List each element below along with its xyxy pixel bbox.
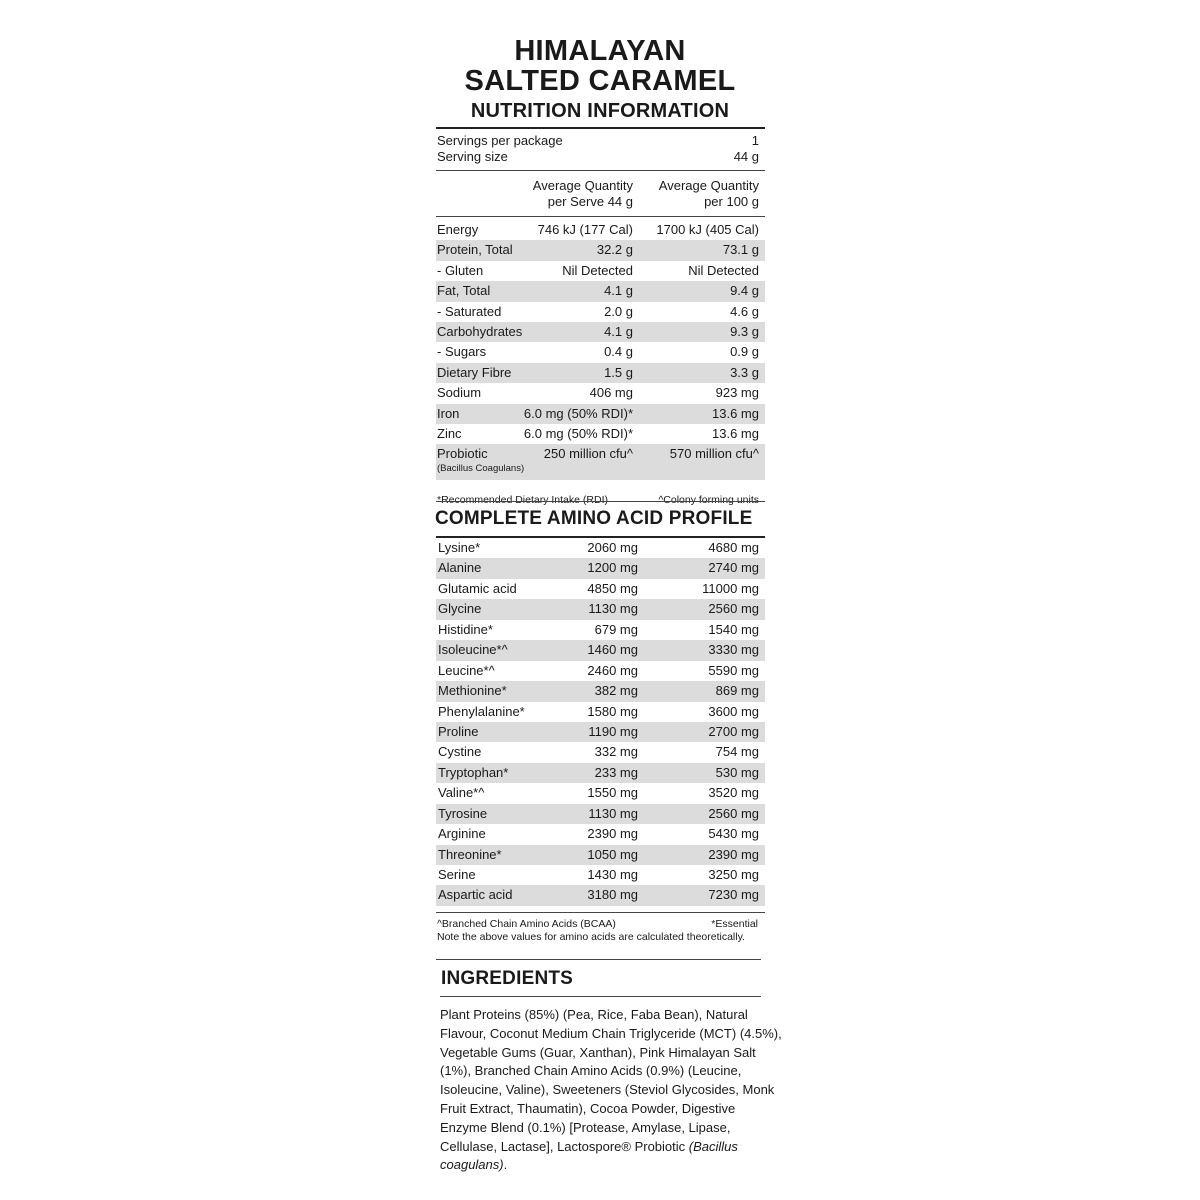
amino-table (436, 536, 765, 906)
amino-serve: 382 mg (594, 683, 638, 699)
nutrient-serve: 6.0 mg (50% RDI)* (523, 425, 633, 441)
servings-per-package-value: 1 (751, 133, 759, 148)
amino-name: Aspartic acid (438, 887, 513, 903)
nutrient-rows (436, 217, 765, 480)
nutrient-serve: 32.2 g (596, 242, 633, 258)
amino-row (436, 579, 765, 599)
ingredients-end: . (503, 1157, 508, 1173)
nutrient-row (436, 220, 765, 240)
nutrient-name: Carbohydrates (437, 323, 523, 339)
amino-footnotes (437, 918, 758, 944)
product-title (0, 36, 1200, 96)
amino-serve: 2060 mg (587, 540, 638, 555)
per-serve-header-line2: per Serve 44 g (547, 193, 633, 209)
amino-footnote-row (437, 918, 758, 931)
nutrient-subname: (Bacillus Coagulans) (437, 462, 525, 474)
nutrient-per100: 570 million cfu^ (669, 446, 759, 462)
nutrient-row (436, 261, 765, 281)
nutrient-per100: 0.9 g (730, 344, 759, 360)
amino-name: Proline (438, 723, 479, 739)
amino-serve: 1190 mg (588, 723, 638, 739)
amino-row (436, 558, 765, 578)
amino-per100: 2560 mg (708, 601, 759, 617)
nutrient-row (436, 342, 765, 362)
nutrient-name: Fat, Total (437, 283, 491, 299)
nutrient-serve: 2.0 g (604, 303, 633, 319)
ingredients-text (440, 1006, 785, 1175)
nutrient-row (436, 281, 765, 301)
ingredients-italic: (Bacillus coagulans) (440, 1138, 738, 1173)
amino-row (436, 722, 765, 742)
nutrient-name: Protein, Total (437, 242, 513, 258)
amino-name: Alanine (438, 560, 482, 576)
nutrient-serve: 746 kJ (177 Cal) (537, 222, 633, 237)
amino-name: Cystine (438, 744, 482, 760)
amino-per100: 4680 mg (708, 540, 759, 555)
amino-name: Isoleucine*^ (438, 642, 508, 658)
product-title-line2: SALTED CARAMEL (464, 65, 736, 97)
amino-row (436, 885, 765, 905)
per-100-header-line1: Average Quantity (658, 178, 759, 193)
amino-heading: COMPLETE AMINO ACID PROFILE (435, 508, 753, 529)
nutrient-name: Probiotic (437, 446, 488, 462)
nutrition-panel (436, 127, 765, 506)
amino-row (436, 845, 765, 865)
amino-name: Glutamic acid (438, 580, 517, 596)
amino-per100: 3250 mg (708, 867, 759, 882)
amino-per100: 3520 mg (708, 785, 759, 801)
nutrient-serve: 4.1 g (604, 323, 633, 339)
amino-row (436, 742, 765, 762)
nutrient-row (436, 444, 765, 480)
nutrient-per100: 4.6 g (730, 303, 759, 319)
amino-name: Serine (438, 867, 476, 882)
nutrient-row (436, 404, 765, 424)
amino-bottom-rule (436, 912, 765, 913)
amino-serve: 332 mg (594, 744, 638, 760)
amino-per100: 5590 mg (708, 662, 759, 678)
nutrient-name: - Sugars (437, 344, 487, 360)
column-header-blank (437, 178, 521, 209)
nutrient-per100: 923 mg (715, 385, 759, 401)
nutrient-name-block (437, 444, 525, 474)
nutrient-serve: 406 mg (589, 385, 633, 401)
amino-row (436, 702, 765, 722)
amino-row (436, 824, 765, 844)
amino-name: Tryptophan* (438, 764, 509, 780)
nutrition-column-headers (436, 171, 765, 217)
amino-serve: 1550 mg (587, 785, 638, 801)
amino-serve: 1050 mg (587, 846, 638, 862)
amino-name: Tyrosine (438, 805, 488, 821)
amino-serve: 2390 mg (587, 826, 638, 842)
amino-per100: 1540 mg (708, 621, 759, 637)
amino-serve: 1130 mg (588, 601, 638, 617)
per-100-header-line2: per 100 g (704, 193, 759, 209)
amino-name: Valine*^ (438, 785, 485, 801)
amino-name: Phenylalanine* (438, 703, 525, 719)
amino-row (436, 783, 765, 803)
nutrient-row (436, 424, 765, 444)
amino-per100: 2700 mg (708, 723, 759, 739)
bcaa-footnote: ^Branched Chain Amino Acids (BCAA) (437, 918, 616, 930)
nutrient-name: - Saturated (437, 303, 502, 319)
rdi-footnote: *Recommended Dietary Intake (RDI) (437, 494, 608, 507)
servings-per-package-row (436, 133, 765, 149)
column-header-per-serve (521, 178, 633, 209)
serving-size-row (436, 149, 765, 165)
amino-name: Threonine* (438, 846, 502, 862)
amino-name: Leucine*^ (438, 662, 495, 678)
amino-row (436, 661, 765, 681)
nutrient-per100: 9.4 g (730, 283, 759, 299)
amino-per100: 11000 mg (702, 580, 759, 596)
nutrition-footnotes (436, 480, 765, 506)
amino-serve: 679 mg (594, 621, 638, 637)
nutrient-row (436, 363, 765, 383)
amino-name: Histidine* (438, 621, 493, 637)
nutrient-serve: 1.5 g (604, 364, 633, 380)
nutrient-name: Energy (437, 222, 479, 237)
nutrient-row (436, 322, 765, 342)
amino-serve: 1580 mg (587, 703, 638, 719)
amino-per100: 3330 mg (708, 642, 759, 658)
amino-serve: 233 mg (594, 764, 638, 780)
nutrient-per100: 13.6 mg (712, 425, 759, 441)
amino-per100: 2560 mg (708, 805, 759, 821)
ingredients-top-rule (436, 959, 761, 960)
amino-name: Glycine (438, 601, 482, 617)
nutrient-per100: 13.6 mg (712, 405, 759, 421)
amino-per100: 2740 mg (708, 560, 759, 576)
essential-footnote: *Essential (711, 918, 758, 930)
nutrition-heading: NUTRITION INFORMATION (470, 100, 730, 122)
servings-block (436, 129, 765, 171)
nutrient-row (436, 383, 765, 403)
amino-row (436, 599, 765, 619)
amino-serve: 1460 mg (587, 642, 638, 658)
amino-row (436, 538, 765, 558)
nutrient-name: Sodium (437, 385, 482, 401)
per-serve-header-line1: Average Quantity (532, 178, 633, 193)
nutrient-name: Dietary Fibre (437, 364, 512, 380)
serving-size-value: 44 g (733, 148, 759, 164)
nutrient-name: - Gluten (437, 262, 484, 278)
nutrient-serve: Nil Detected (562, 262, 633, 278)
amino-serve: 1130 mg (588, 805, 638, 821)
amino-row (436, 640, 765, 660)
ingredients-heading-rule (440, 996, 761, 997)
amino-row (436, 763, 765, 783)
nutrient-per100: 9.3 g (730, 323, 759, 339)
cfu-footnote: ^Colony forming units (658, 494, 759, 507)
nutrient-name: Iron (437, 405, 460, 421)
amino-row (436, 804, 765, 824)
amino-per100: 530 mg (715, 764, 759, 780)
amino-serve: 2460 mg (587, 662, 638, 678)
amino-name: Arginine (438, 826, 486, 842)
nutrient-per100: 1700 kJ (405 Cal) (656, 222, 759, 237)
nutrient-serve: 0.4 g (604, 344, 633, 360)
amino-per100: 2390 mg (708, 846, 759, 862)
nutrient-serve: 6.0 mg (50% RDI)* (523, 405, 633, 421)
amino-per100: 3600 mg (708, 703, 759, 719)
nutrient-row (436, 240, 765, 260)
ingredients-heading: INGREDIENTS (441, 968, 574, 989)
nutrient-per100: Nil Detected (688, 262, 759, 278)
amino-per100: 7230 mg (708, 887, 759, 903)
amino-serve: 1430 mg (587, 867, 638, 882)
serving-size-label: Serving size (437, 148, 508, 164)
servings-per-package-label: Servings per package (437, 133, 563, 148)
amino-row (436, 620, 765, 640)
product-title-line1: HIMALAYAN (514, 35, 686, 67)
nutrient-row (436, 302, 765, 322)
nutrient-per100: 73.1 g (722, 242, 759, 258)
amino-serve: 4850 mg (587, 580, 638, 596)
amino-serve: 3180 mg (587, 887, 638, 903)
nutrient-serve: 250 million cfu^ (543, 446, 633, 462)
amino-serve: 1200 mg (587, 560, 638, 576)
amino-theoretical-note: Note the above values for amino acids are calculated theoretically. (437, 931, 745, 943)
amino-name: Lysine* (438, 540, 481, 555)
nutrient-name: Zinc (437, 425, 462, 441)
amino-per100: 869 mg (715, 683, 759, 699)
column-header-per-100 (633, 178, 759, 209)
amino-per100: 754 mg (715, 744, 759, 760)
amino-name: Methionine* (438, 683, 507, 699)
nutrient-serve: 4.1 g (604, 283, 633, 299)
amino-row (436, 681, 765, 701)
nutrition-bottom-rule (436, 501, 765, 502)
ingredients-body: Plant Proteins (85%) (Pea, Rice, Faba Bean), Natural Flavour, Coconut Medium Chain Triglyceride (MCT) (4.5%), Vegetable Gums (Guar, Xanthan), Pink Himalayan Salt (1%), Branched Chain Amino Acids (0.9%) (Leucine, Isoleucine, Valine), Sweeteners (Steviol Glycosides, Monk Fruit Extract, Thaumatin), Cocoa Powder, Digestive Enzyme Blend (0.1%) [Protease, Amylase, Lipase, Cellulase, Lactase], Lactospore® Probiotic (440, 1007, 782, 1154)
amino-per100: 5430 mg (708, 826, 759, 842)
nutrient-per100: 3.3 g (730, 364, 759, 380)
amino-row (436, 865, 765, 885)
